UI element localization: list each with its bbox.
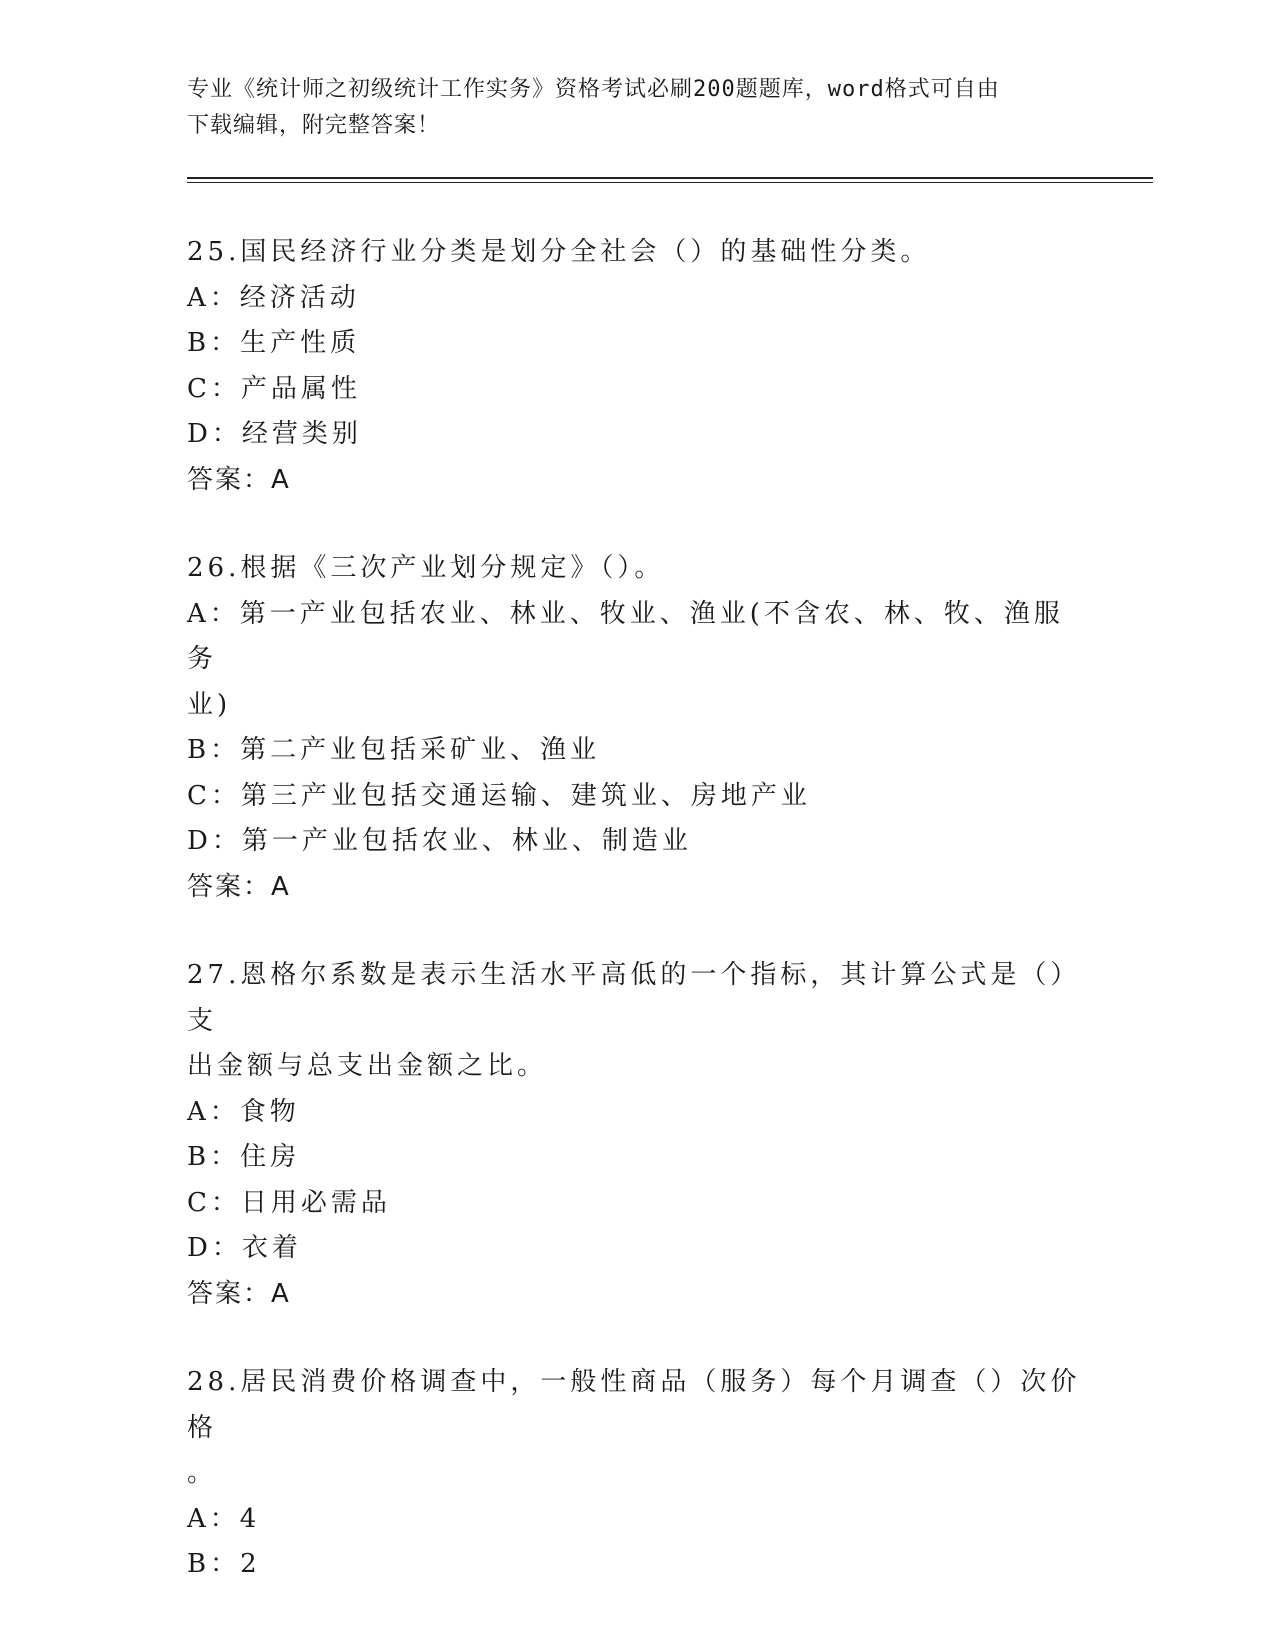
answer-option: B：第二产业包括采矿业、渔业: [187, 735, 601, 765]
answer-option: 业): [187, 689, 232, 720]
answer-option: A：第一产业包括农业、林业、牧业、渔业(不含农、林、牧、渔服务: [187, 598, 1064, 674]
question-stem: 25.国民经济行业分类是划分全社会（）的基础性分类。: [187, 237, 931, 267]
answer-option: A：4: [187, 1503, 261, 1534]
document-header: [187, 72, 1087, 144]
answer-option: A：经济活动: [187, 282, 360, 313]
question-block: [187, 1360, 1087, 1588]
answer-option: C：产品属性: [187, 373, 361, 404]
question-block: [187, 546, 1087, 910]
answer-option: B：生产性质: [187, 328, 361, 358]
question-stem: 。: [187, 1458, 218, 1488]
question-block: [187, 230, 1087, 503]
answer-option: D：衣着: [187, 1233, 302, 1263]
answer-key: 答案：A: [187, 1278, 291, 1309]
question-stem: 26.根据《三次产业划分规定》（）。: [187, 553, 665, 583]
answer-option: C：第三产业包括交通运输、建筑业、房地产业: [187, 780, 811, 811]
question-stem: 27.恩格尔系数是表示生活水平高低的一个指标，其计算公式是（）支: [187, 960, 1081, 1036]
header-line-1: 专业《统计师之初级统计工作实务》资格考试必刷200题题库，word格式可自由: [187, 77, 1000, 102]
answer-option: B：住房: [187, 1142, 301, 1172]
question-stem: 出金额与总支出金额之比。: [187, 1051, 548, 1081]
answer-key: 答案：A: [187, 871, 291, 902]
answer-option: D：经营类别: [187, 419, 362, 449]
question-block: [187, 953, 1087, 1317]
answer-key: 答案：A: [187, 464, 291, 495]
header-divider: [187, 177, 1153, 179]
answer-option: B：2: [187, 1549, 261, 1579]
header-line-2: 下载编辑，附完整答案！: [187, 113, 441, 138]
answer-option: D：第一产业包括农业、林业、制造业: [187, 826, 692, 856]
answer-option: C：日用必需品: [187, 1187, 391, 1218]
header-divider-thin: [187, 182, 1153, 183]
question-list: [187, 230, 1087, 1631]
answer-option: A：食物: [187, 1096, 300, 1127]
question-stem: 28.居民消费价格调查中，一般性商品（服务）每个月调查（）次价格: [187, 1367, 1081, 1443]
